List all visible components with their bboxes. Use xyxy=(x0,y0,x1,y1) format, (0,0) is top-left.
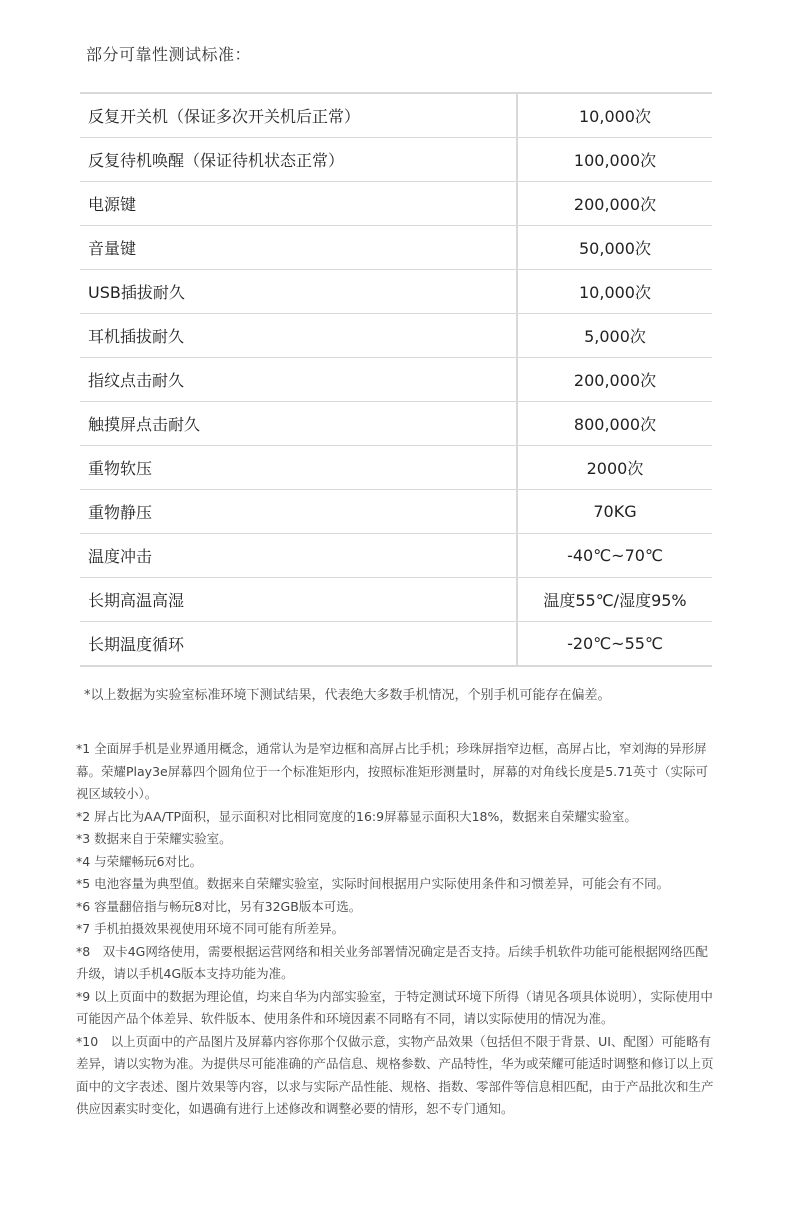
footnote: *10 以上页面中的产品图片及屏幕内容你那个仅做示意，实物产品效果（包括但不限于背景、UI、配图）可能略有差异，请以实物为准。为提供尽可能准确的产品信息、规格参数、产品特性，华为或荣耀可能适时调整和修订以上页面中的文字表述、图片效果等内容，以求与实际产品性能、规格、指数、零部件等信息相匹配，由于产品批次和生产供应因素实时变化，如遇确有进行上述修改和调整必要的情形，恕不专门通知。 xyxy=(76,1033,714,1116)
test-item-name: USB插拔耐久 xyxy=(80,270,517,314)
table-row xyxy=(80,358,712,402)
footnotes xyxy=(76,738,716,1121)
table-row xyxy=(80,402,712,446)
table-row xyxy=(80,182,712,226)
test-item-name: 重物静压 xyxy=(80,490,517,534)
test-item-value: 100,000次 xyxy=(517,138,712,182)
table-row xyxy=(80,226,712,270)
table-row xyxy=(80,93,712,138)
table-row xyxy=(80,314,712,358)
table-row xyxy=(80,622,712,667)
test-item-value: 10,000次 xyxy=(517,270,712,314)
table-row xyxy=(80,138,712,182)
footnote: *4 与荣耀畅玩6对比。 xyxy=(76,853,203,869)
footnote: *6 容量翻倍指与畅玩8对比，另有32GB版本可选。 xyxy=(76,898,362,914)
test-item-value: 5,000次 xyxy=(517,314,712,358)
test-item-name: 重物软压 xyxy=(80,446,517,490)
test-item-name: 长期高温高湿 xyxy=(80,578,517,622)
footnote: *3 数据来自于荣耀实验室。 xyxy=(76,831,232,846)
test-item-name: 长期温度循环 xyxy=(80,622,517,667)
test-item-name: 指纹点击耐久 xyxy=(80,358,517,402)
test-item-name: 电源键 xyxy=(80,182,517,226)
test-item-value: 温度55℃/湿度95% xyxy=(517,578,712,622)
disclaimer-note: *以上数据为实验室标准环境下测试结果，代表绝大多数手机情况，个别手机可能存在偏差。 xyxy=(84,688,611,703)
test-item-name: 触摸屏点击耐久 xyxy=(80,402,517,446)
footnote: *8 双卡4G网络使用，需要根据运营网络和相关业务部署情况确定是否支持。后续手机软件功能可能根据网络匹配升级，请以手机4G版本支持功能为准。 xyxy=(76,943,708,981)
test-item-value: 10,000次 xyxy=(517,93,712,138)
footnote: *1 全面屏手机是业界通用概念，通常认为是窄边框和高屏占比手机；珍珠屏指窄边框，高屏占比，窄刘海的异形屏幕。荣耀Play3e屏幕四个圆角位于一个标准矩形内，按照标准矩形测量时，屏幕的对角线长度是5.71英寸（实际可视区域较小）。 xyxy=(76,741,709,801)
test-item-name: 反复开关机（保证多次开关机后正常） xyxy=(80,93,517,138)
test-item-name: 温度冲击 xyxy=(80,534,517,578)
test-item-name: 反复待机唤醒（保证待机状态正常） xyxy=(80,138,517,182)
test-item-value: 200,000次 xyxy=(517,182,712,226)
test-item-value: -20℃~55℃ xyxy=(517,622,712,667)
footnote: *5 电池容量为典型值。数据来自荣耀实验室，实际时间根据用户实际使用条件和习惯差异，可能会有不同。 xyxy=(76,876,670,891)
test-item-value: 800,000次 xyxy=(517,402,712,446)
test-item-value: 50,000次 xyxy=(517,226,712,270)
test-item-value: 2000次 xyxy=(517,446,712,490)
section-title: 部分可靠性测试标准： xyxy=(86,45,252,64)
table-row xyxy=(80,578,712,622)
footnote: *7 手机拍摄效果视使用环境不同可能有所差异。 xyxy=(76,921,345,936)
table-row xyxy=(80,490,712,534)
table-row xyxy=(80,270,712,314)
test-item-value: -40℃~70℃ xyxy=(517,534,712,578)
test-item-value: 70KG xyxy=(517,490,712,534)
test-item-name: 耳机插拔耐久 xyxy=(80,314,517,358)
table-row xyxy=(80,534,712,578)
footnote: *2 屏占比为AA/TP面积，显示面积对比相同宽度的16:9屏幕显示面积大18%，数据来自荣耀实验室。 xyxy=(76,808,637,824)
test-item-value: 200,000次 xyxy=(517,358,712,402)
test-item-name: 音量键 xyxy=(80,226,517,270)
table-row xyxy=(80,446,712,490)
reliability-table xyxy=(80,92,712,667)
footnote: *9 以上页面中的数据为理论值，均来自华为内部实验室，于特定测试环境下所得（请见各项具体说明），实际使用中可能因产品个体差异、软件版本、使用条件和环境因素不同略有不同，请以实际使用的情况为准。 xyxy=(76,988,713,1026)
